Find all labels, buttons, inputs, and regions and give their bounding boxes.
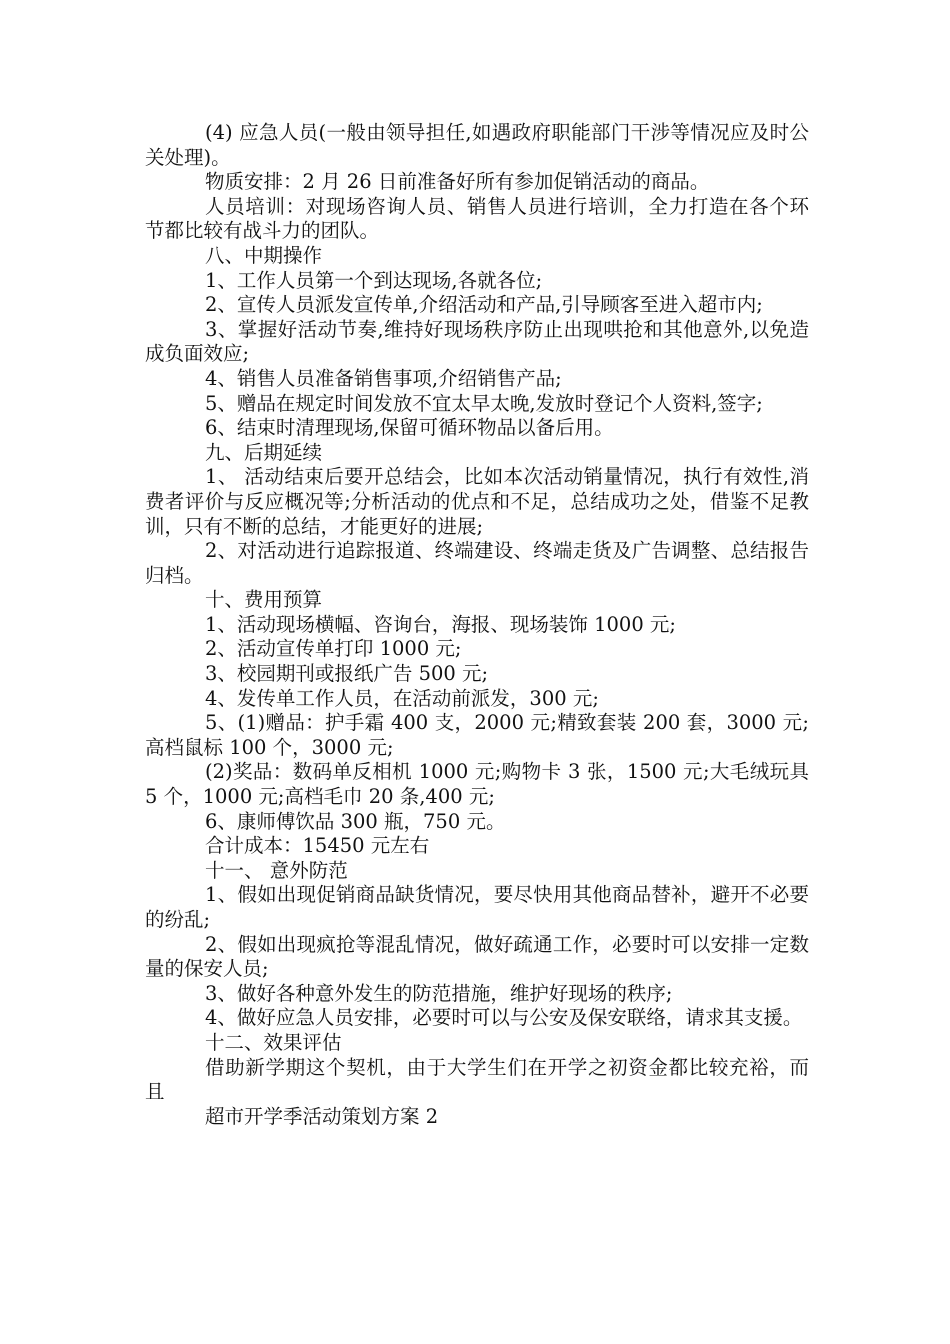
section-heading-evaluation: 十二、效果评估 xyxy=(205,1030,342,1054)
list-item: 3、做好各种意外发生的防范措施，维护好现场的秩序; xyxy=(205,981,673,1005)
list-item: 1、 活动结束后要开总结会，比如本次活动销量情况，执行有效性,消费者评价与反应概况等;分析活动的优点和不足，总结成功之处，借鉴不足教训，只有不断的总结，才能更好的进展; xyxy=(145,465,809,538)
total-cost: 合计成本：15450 元左右 xyxy=(205,834,430,858)
list-item: 6、结束时清理现场,保留可循环物品以备后用。 xyxy=(205,416,614,440)
list-item: 2、宣传人员派发宣传单,介绍活动和产品,引导顾客至进入超市内; xyxy=(205,293,763,317)
document-body xyxy=(145,121,809,1129)
list-item: 4、发传单工作人员，在活动前派发，300 元; xyxy=(205,686,599,710)
paragraph-material-arrangement: 物质安排：2 月 26 日前准备好所有参加促销活动的商品。 xyxy=(205,170,710,194)
list-item: 5、(1)赠品：护手霜 400 支，2000 元;精致套装 200 套，3000 元;高档鼠标 100 个，3000 元; xyxy=(145,711,809,759)
list-item: 3、掌握好活动节奏,维持好现场秩序防止出现哄抢和其他意外,以免造成负面效应; xyxy=(145,317,809,366)
list-item: 2、对活动进行追踪报道、终端建设、终端走货及广告调整、总结报告归档。 xyxy=(145,539,809,587)
paragraph-staff-training: 人员培训：对现场咨询人员、销售人员进行培训，全力打造在各个环节都比较有战斗力的团队。 xyxy=(145,194,809,243)
section-heading-mid-operation: 八、中期操作 xyxy=(205,243,323,267)
list-item: 2、活动宣传单打印 1000 元; xyxy=(205,637,462,661)
list-item: 6、康师傅饮品 300 瓶，750 元。 xyxy=(205,809,506,833)
section-heading-follow-up: 九、后期延续 xyxy=(205,440,323,464)
list-item: 2、假如出现疯抢等混乱情况，做好疏通工作，必要时可以安排一定数量的保安人员; xyxy=(145,932,809,981)
list-item: 5、赠品在规定时间发放不宜太早太晚,发放时登记个人资料,签字; xyxy=(205,391,763,415)
list-item: 4、销售人员准备销售事项,介绍销售产品; xyxy=(205,366,562,390)
section-heading-budget: 十、费用预算 xyxy=(205,588,323,612)
list-item: (2)奖品：数码单反相机 1000 元;购物卡 3 张，1500 元;大毛绒玩具 5 个，1000 元;高档毛巾 20 条,400 元; xyxy=(145,760,809,809)
list-item: 1、活动现场横幅、咨询台，海报、现场装饰 1000 元; xyxy=(205,612,676,636)
list-item: 1、假如出现促销商品缺货情况，要尽快用其他商品替补，避开不必要的纷乱; xyxy=(145,883,809,931)
paragraph-emergency-staff: (4) 应急人员(一般由领导担任,如遇政府职能部门干涉等情况应及时公关处理)。 xyxy=(145,121,809,169)
paragraph-evaluation-text: 借助新学期这个契机，由于大学生们在开学之初资金都比较充裕，而且 xyxy=(145,1055,809,1104)
document-title-2: 超市开学季活动策划方案 2 xyxy=(205,1104,439,1128)
list-item: 4、做好应急人员安排，必要时可以与公安及保安联络，请求其支援。 xyxy=(205,1006,803,1030)
section-heading-contingency: 十一、 意外防范 xyxy=(205,858,348,882)
list-item: 3、校园期刊或报纸广告 500 元; xyxy=(205,662,489,686)
list-item: 1、工作人员第一个到达现场,各就各位; xyxy=(205,268,543,292)
